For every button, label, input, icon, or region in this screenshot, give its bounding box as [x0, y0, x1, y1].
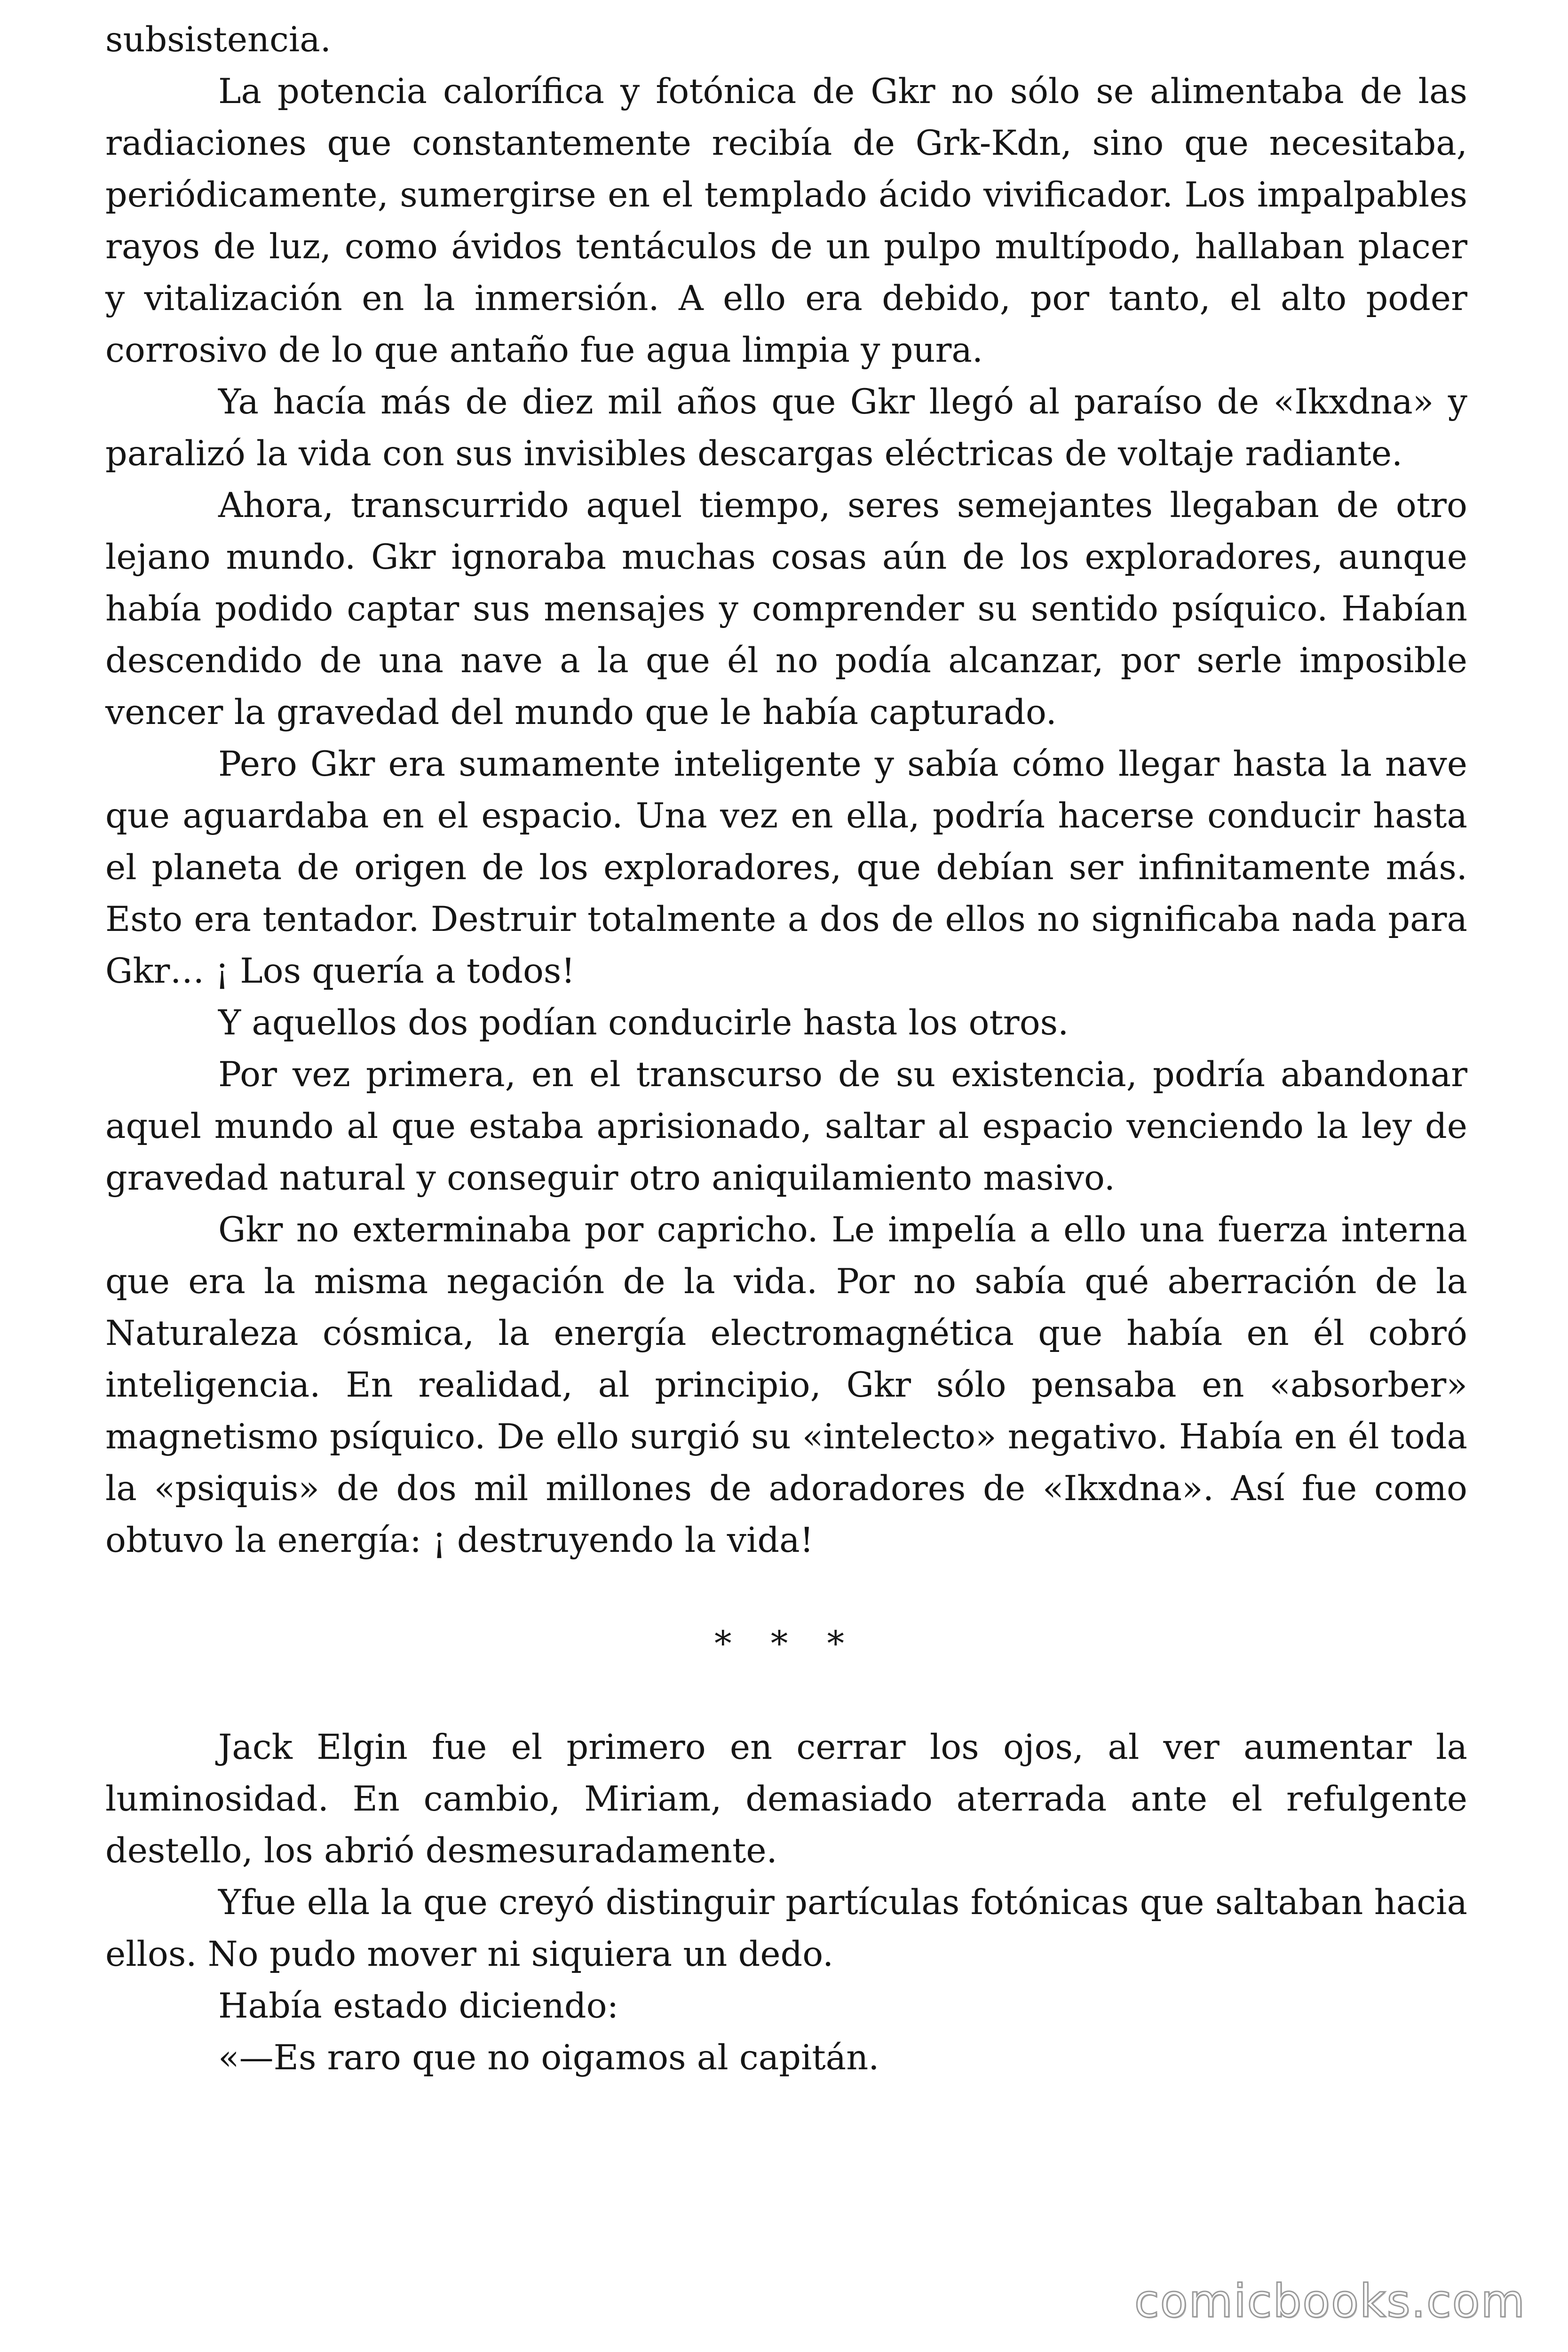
paragraph: Ya hacía más de diez mil años que Gkr llegó al paraíso de «Ikxdna» y paralizó la vida con sus invisibles descargas eléctricas de voltaje radiante.	[105, 382, 1467, 474]
paragraph: Gkr no exterminaba por capricho. Le impelía a ello una fuerza interna que era la misma negación de la vida. Por no sabía qué aberración de la Naturaleza cósmica, la energía electromagnética que había en él cobró inteligencia. En realidad, al principio, Gkr sólo pensaba en «absorber» magnetismo psíquico. De ello surgió su «intelecto» negativo. Había en él toda la «psiquis» de dos mil millones de adoradores de «Ikxdna». Así fue como obtuvo la energía: ¡ destruyendo la vida!	[105, 1210, 1467, 1560]
book-page-text	[105, 14, 1467, 2084]
paragraph: subsistencia.	[105, 20, 331, 60]
scene-break: * * *	[714, 1624, 858, 1664]
paragraph: Había estado diciendo:	[218, 1986, 619, 2026]
paragraph: Pero Gkr era sumamente inteligente y sabía cómo llegar hasta la nave que aguardaba en el espacio. Una vez en ella, podría hacerse conducir hasta el planeta de origen de los exploradores, que debían ser infinitamente más. Esto era tentador. Destruir totalmente a dos de ellos no significaba nada para Gkr… ¡ Los quería a todos!	[105, 744, 1467, 991]
paragraph: Jack Elgin fue el primero en cerrar los ojos, al ver aumentar la luminosidad. En cambio, Miriam, demasiado aterrada ante el refulgente destello, los abrió desmesuradamente.	[105, 1727, 1467, 1871]
paragraph: Por vez primera, en el transcurso de su existencia, podría abandonar aquel mundo al que estaba aprisionado, saltar al espacio venciendo la ley de gravedad natural y conseguir otro aniquilamiento masivo.	[105, 1055, 1467, 1198]
paragraph: La potencia calorífica y fotónica de Gkr no sólo se alimentaba de las radiaciones que constantemente recibía de Grk-Kdn, sino que necesitaba, periódicamente, sumergirse en el templado ácido vivificador. Los impalpables rayos de luz, como ávidos tentáculos de un pulpo multípodo, hallaban placer y vitalización en la inmersión. A ello era debido, por tanto, el alto poder corrosivo de lo que antaño fue agua limpia y pura.	[105, 72, 1467, 370]
paragraph: Y aquellos dos podían conducirle hasta los otros.	[218, 1003, 1069, 1043]
watermark: comicbooks.com	[1134, 2275, 1526, 2328]
paragraph: «—Es raro que no oigamos al capitán.	[218, 2038, 879, 2078]
paragraph: Yfue ella la que creyó distinguir partículas fotónicas que saltaban hacia ellos. No pudo mover ni siquiera un dedo.	[105, 1883, 1467, 1974]
text-block-top	[105, 14, 1467, 1566]
paragraph: Ahora, transcurrido aquel tiempo, seres semejantes llegaban de otro lejano mundo. Gkr ignoraba muchas cosas aún de los exploradores, aunque había podido captar sus mensajes y comprender su sentido psíquico. Habían descendido de una nave a la que él no podía alcanzar, por serle imposible vencer la gravedad del mundo que le había capturado.	[105, 485, 1467, 732]
text-block-bottom	[105, 1722, 1467, 2084]
